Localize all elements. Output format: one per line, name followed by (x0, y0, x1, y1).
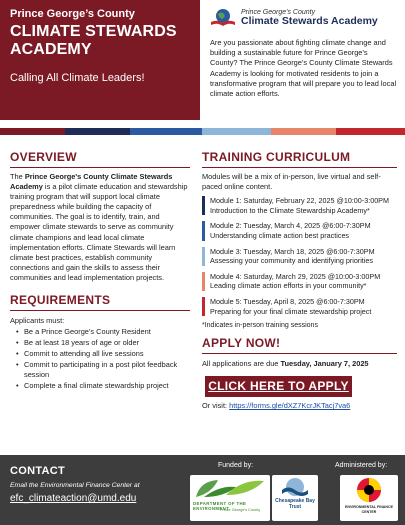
page-title-line2: ACADEMY (10, 41, 92, 58)
or-visit-label: Or visit: (202, 401, 230, 411)
module-item (202, 221, 397, 240)
umd-efc-logo (340, 475, 398, 521)
divider (202, 353, 397, 354)
logo-large-text: Climate Stewards Academy (241, 15, 378, 27)
email-link[interactable]: efc_climateaction@umd.edu (10, 493, 137, 504)
curriculum-intro: Modules will be a mix of in-person, live virtual and self-paced online content. (202, 172, 381, 192)
module-item (202, 247, 397, 266)
tagline: Calling All Climate Leaders! (10, 72, 145, 84)
module-color-bar (202, 196, 205, 215)
list-item: • Be at least 18 years of age or older (24, 338, 190, 348)
apply-heading: APPLY NOW! (202, 336, 281, 351)
header-county: Prince George’s County (10, 8, 135, 20)
list-item: • Be a Prince George’s County Resident (24, 327, 190, 337)
in-person-footnote: *Indicates in-person training sessions (202, 322, 318, 330)
module-topic: Leading climate action efforts in your community* (210, 281, 367, 291)
color-segment (130, 128, 203, 135)
doe-logo-subtext: Prince George's County (220, 508, 261, 512)
apply-link-line (202, 401, 397, 410)
color-segment (202, 128, 271, 135)
overview-text (10, 172, 190, 283)
funded-by-label: Funded by: (218, 462, 254, 469)
footer (0, 455, 405, 525)
module-topic: Understanding climate action best practices (210, 230, 350, 240)
header-banner (0, 0, 200, 120)
intro-text: Are you passionate about fighting climate change and building a sustainable future for Prince George’s County? The Prince George’s County Climate Stewards Academy is looking for motivated residents to join a transformative program that will prepare you to lead local climate action efforts. (210, 38, 397, 99)
color-segment (0, 128, 65, 135)
module-date: Module 1: Saturday, February 22, 2025 @10:00-3:00PM (210, 196, 389, 206)
due-date-text (202, 359, 397, 368)
module-item (202, 297, 397, 316)
doe-logo (190, 475, 270, 521)
header-intro-panel (200, 0, 405, 120)
module-item (202, 196, 397, 215)
requirements-intro: Applicants must: (10, 316, 65, 326)
color-segment (336, 128, 405, 135)
module-date: Module 5: Tuesday, April 8, 2025 @6:00-7:30PM (210, 296, 365, 306)
doe-leaf-icon (190, 475, 270, 501)
left-column (10, 150, 190, 392)
administered-by-label: Administered by: (335, 462, 388, 469)
due-prefix: All applications are due (202, 359, 281, 369)
module-color-bar (202, 297, 205, 316)
page-title (10, 23, 190, 59)
logo-small-text: Prince George's County (241, 9, 316, 16)
color-segment (271, 128, 336, 135)
divider (10, 167, 190, 168)
module-color-bar (202, 247, 205, 266)
list-item: • Complete a final climate stewardship project (24, 381, 190, 391)
email-label: Email the Environmental Finance Center at (10, 482, 140, 489)
divider (202, 167, 397, 168)
apply-url-link[interactable]: https://forms.gle/dXZ7KcrJKTacj7va6 (229, 401, 351, 411)
list-item: • Commit to attending all live sessions (24, 349, 190, 359)
umd-shield-icon (340, 475, 398, 505)
module-color-bar (202, 272, 205, 291)
module-topic: Preparing for your final climate stewardship project (210, 306, 372, 316)
wave-icon (272, 475, 318, 499)
module-date: Module 2: Tuesday, March 4, 2025 @6:00-7:30PM (210, 221, 371, 231)
color-segment (65, 128, 130, 135)
apply-button[interactable] (205, 376, 352, 397)
overview-heading: OVERVIEW (10, 150, 77, 164)
right-column (202, 150, 397, 410)
globe-book-icon (210, 8, 236, 28)
module-date: Module 3: Tuesday, March 18, 2025 @6:00-7:30PM (210, 246, 375, 256)
due-date: Tuesday, January 7, 2025 (280, 359, 369, 369)
module-topic: Assessing your community and identifying priorities (210, 256, 373, 266)
decorative-color-bar (0, 128, 405, 135)
overview-lead: The (10, 172, 23, 181)
list-item: • Commit to participating in a post pilot feedback session (24, 360, 190, 380)
doe-logo-text: DEPARTMENT OF THE ENVIRONMENT (193, 501, 247, 511)
academy-logo (210, 8, 397, 28)
requirements-heading: REQUIREMENTS (10, 293, 111, 308)
module-list (202, 196, 397, 316)
page-title-line1: CLIMATE STEWARDS (10, 23, 177, 40)
chesapeake-bay-trust-logo (272, 475, 318, 521)
overview-program-name: Prince George's County Climate Stewards Academy (10, 172, 173, 192)
overview-body: is a pilot climate education and stewardship training program that will support local climate preparedness while building the capacity of communities. The goal is to identify, train, and empower climate stewards to serve as community climate champions and lead local climate implementation efforts. Climate Stewards will learn climate best practices, establish community connections and gain the skills to assess their communities and lead implementation projects. (10, 182, 188, 282)
umd-logo-text: ENVIRONMENTAL FINANCE CENTER (345, 505, 393, 514)
module-topic: Introduction to the Climate Stewardship Academy* (210, 205, 370, 215)
divider (10, 310, 190, 311)
apply-button-label: CLICK HERE TO APPLY (208, 379, 349, 394)
requirements-list (10, 327, 190, 391)
module-color-bar (202, 221, 205, 240)
module-date: Module 4: Saturday, March 29, 2025 @10:00-3:00PM (210, 271, 381, 281)
curriculum-heading: TRAINING CURRICULUM (202, 150, 351, 164)
cbt-logo-text: Chesapeake Bay Trust (275, 498, 315, 510)
contact-heading: CONTACT (10, 465, 66, 477)
module-item (202, 272, 397, 291)
